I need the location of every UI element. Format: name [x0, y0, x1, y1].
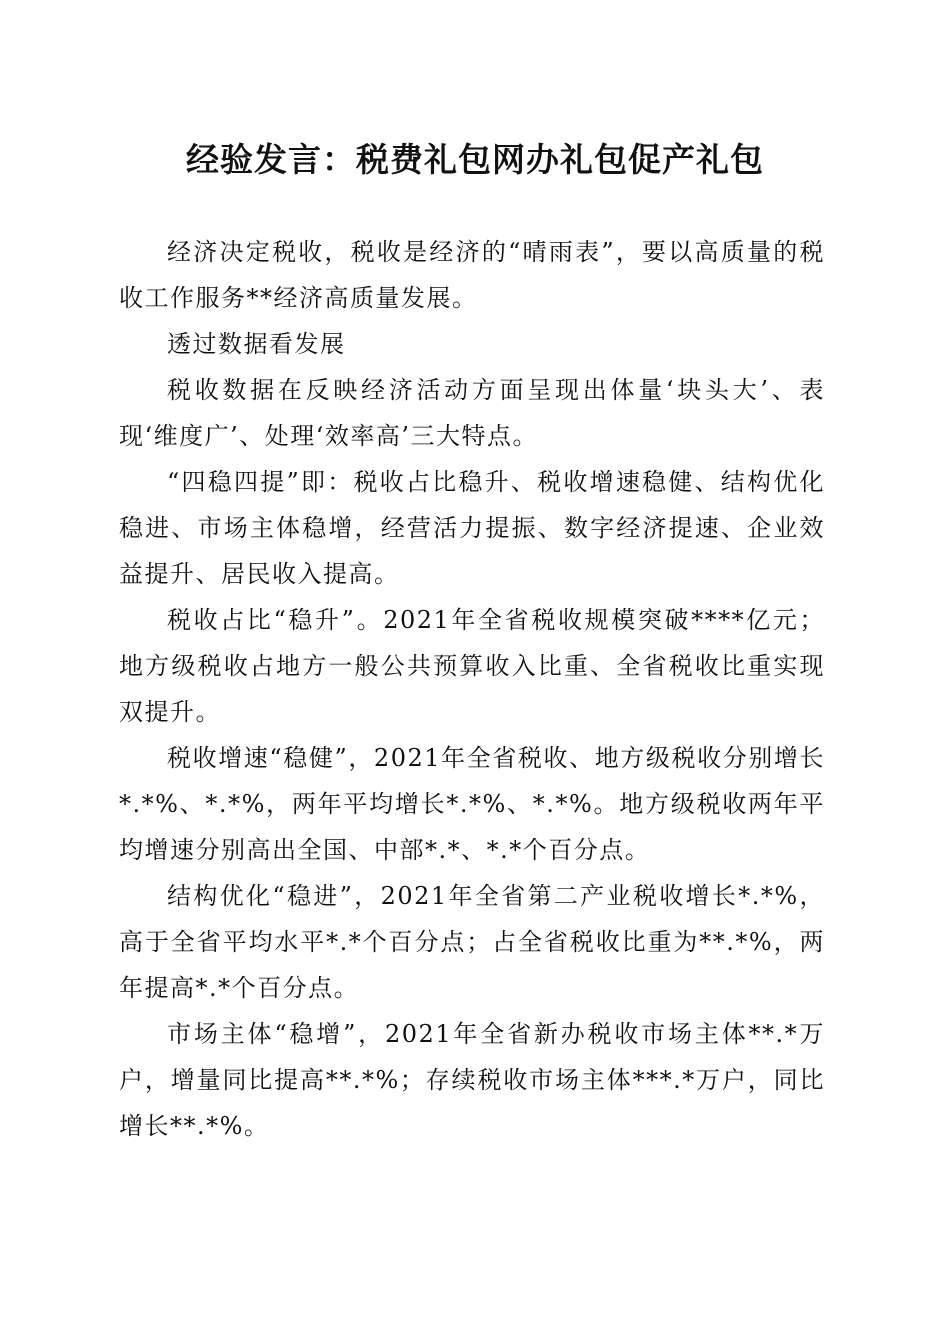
paragraph-features: 税收数据在反映经济活动方面呈现出体量‘块头大’、表现‘维度广’、处理‘效率高’三大特点。: [119, 376, 825, 450]
document-title: 经验发言：税费礼包网办礼包促产礼包: [186, 140, 764, 179]
paragraph-four-stable: “四稳四提”即：税收占比稳升、税收增速稳健、结构优化稳进、市场主体稳增，经营活力提振、数字经济提速、企业效益提升、居民收入提高。: [119, 468, 825, 588]
paragraph-structure: 结构优化“稳进”，2021年全省第二产业税收增长*.*%，高于全省平均水平*.*个百分点；占全省税收比重为**.*%，两年提高*.*个百分点。: [119, 882, 825, 1002]
paragraph-intro: 经济决定税收，税收是经济的“晴雨表”，要以高质量的税收工作服务**经济高质量发展。: [119, 238, 825, 312]
section-heading: 透过数据看发展: [167, 330, 346, 358]
document-body: [119, 229, 825, 1149]
paragraph-tax-growth: 税收增速“稳健”，2021年全省税收、地方级税收分别增长*.*%、*.*%，两年平均增长*.*%、*.*%。地方级税收两年平均增速分别高出全国、中部*.*、*.*个百分点。: [119, 744, 825, 864]
paragraph-market-entities: 市场主体“稳增”，2021年全省新办税收市场主体**.*万户，增量同比提高**.*%；存续税收市场主体***.*万户，同比增长**.*%。: [119, 1020, 825, 1140]
paragraph-tax-share: 税收占比“稳升”。2021年全省税收规模突破****亿元；地方级税收占地方一般公共预算收入比重、全省税收比重实现双提升。: [119, 606, 825, 726]
